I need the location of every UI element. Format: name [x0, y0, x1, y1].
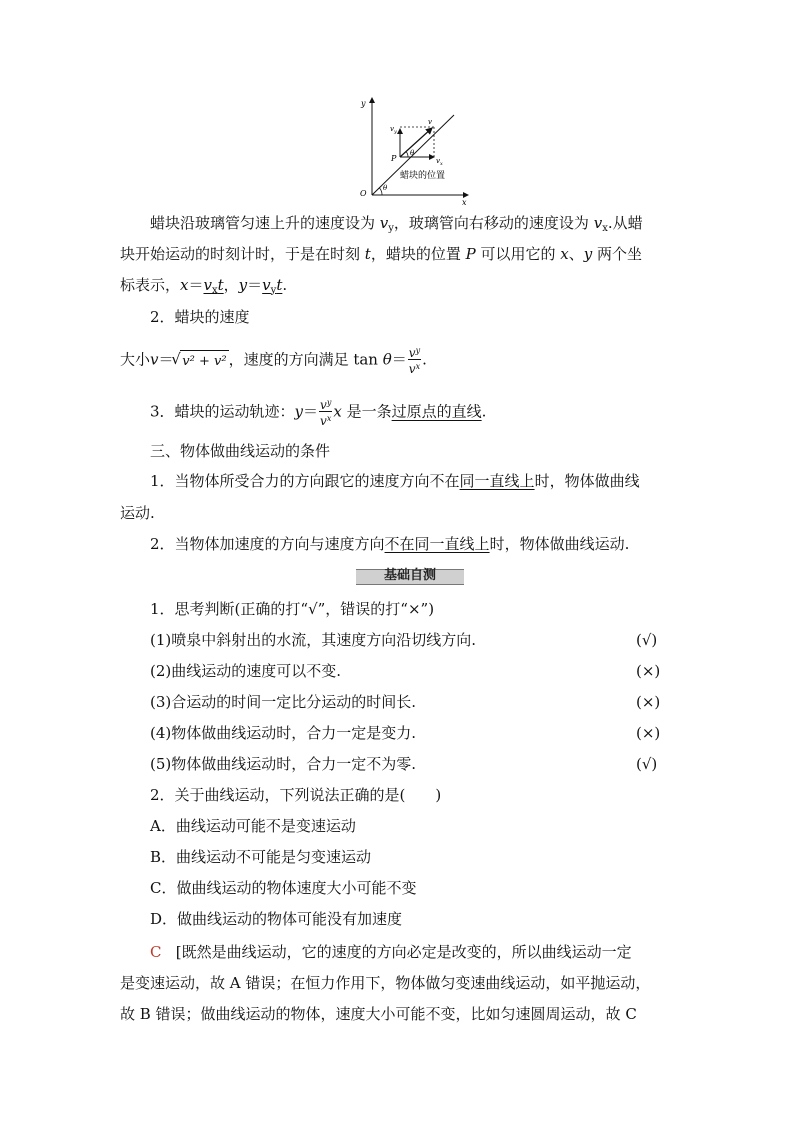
q1-item-1-mark: (√) [636, 631, 658, 649]
velocity-ratio: $\frac{v^y}{v^x}$ [408, 346, 421, 376]
sqrt-expression: √ v² + v² [180, 350, 228, 373]
q1-item-1: (1)喷泉中斜射出的水流，其速度方向沿切线方向. [150, 631, 477, 649]
q1-item-2-mark: (×) [636, 662, 661, 680]
label-p: P [391, 154, 397, 163]
q1-title: 1．思考判断(正确的打“√”，错误的打“×”) [150, 600, 435, 618]
self-test-banner: 基础自测 [356, 566, 464, 586]
q2-option-d: D．做曲线运动的物体可能没有加速度 [150, 910, 403, 928]
q2-option-b: B．曲线运动不可能是匀变速运动 [150, 848, 372, 866]
answer-letter: C [150, 943, 162, 961]
speed-formula: 大小v＝ √ v² + v² ，速度的方向满足 tan θ＝ $\frac{v^y}{v^x}$ . [120, 345, 427, 376]
section-title-3: 三、物体做曲线运动的条件 [150, 442, 331, 460]
condition-1-cont: 运动. [120, 504, 155, 522]
q1-item-4: (4)物体做曲线运动时，合力一定是变力. [150, 724, 417, 742]
q2-title: 2．关于曲线运动，下列说法正确的是( ) [150, 786, 442, 804]
theta-arc-origin [380, 188, 383, 195]
para-1-line-2: 块开始运动的时刻计时，于是在时刻 t，蜡块的位置 P 可以用它的 x、y 两个坐 [120, 245, 642, 263]
label-vy: $v_y$ [390, 125, 397, 135]
q1-item-3-mark: (×) [636, 693, 661, 711]
para-1-line-3: 标表示，$x=v_xt$，$y=v_yt$. [120, 276, 288, 296]
speed-heading: 2．蜡块的速度 [150, 308, 250, 326]
q2-explanation-1: C [既然是曲线运动，它的速度的方向必定是改变的，所以曲线运动一定 [150, 943, 632, 961]
condition-1: 1．当物体所受合力的方向跟它的速度方向不在同一直线上时，物体做曲线 [150, 472, 640, 490]
label-origin: O [360, 189, 367, 198]
q2-option-a: A．曲线运动可能不是变速运动 [150, 817, 356, 835]
theta-arc-p [406, 152, 408, 158]
q2-explanation-3: 故 B 错误；做曲线运动的物体，速度大小可能不变，比如匀速圆周运动，故 C [120, 1005, 637, 1023]
para-1-line-1: 蜡块沿玻璃管匀速上升的速度设为 $v_y$，玻璃管向右移动的速度设为 $v_x$.从蜡 [150, 214, 643, 234]
trajectory-line-text: 3．蜡块的运动轨迹：y＝ $\frac{v^y}{v^x}$ x 是一条过原点的直线. [150, 398, 487, 428]
label-x: x [462, 198, 467, 207]
diagram-caption: 蜡块的位置 [400, 171, 446, 181]
q1-item-2: (2)曲线运动的速度可以不变. [150, 662, 342, 680]
q1-item-3: (3)合运动的时间一定比分运动的时间长. [150, 693, 417, 711]
q1-item-4-mark: (×) [636, 724, 661, 742]
q1-item-5-mark: (√) [636, 755, 658, 773]
condition-2: 2．当物体加速度的方向与速度方向不在同一直线上时，物体做曲线运动. [150, 535, 630, 553]
q1-item-5: (5)物体做曲线运动时，合力一定不为零. [150, 755, 417, 773]
q2-option-c: C．做曲线运动的物体速度大小可能不变 [150, 879, 417, 897]
wax-block-diagram [350, 95, 480, 207]
label-theta-p: θ [410, 149, 415, 157]
label-theta-origin: θ [383, 184, 388, 192]
trajectory-ratio: $\frac{v^y}{v^x}$ [320, 398, 332, 428]
label-vx: $v_x$ [436, 157, 443, 167]
q2-explanation-2: 是变速运动，故 A 错误；在恒力作用下，物体做匀变速曲线运动，如平抛运动， [120, 974, 651, 992]
label-v: v [428, 118, 432, 126]
label-y: y [361, 99, 366, 108]
